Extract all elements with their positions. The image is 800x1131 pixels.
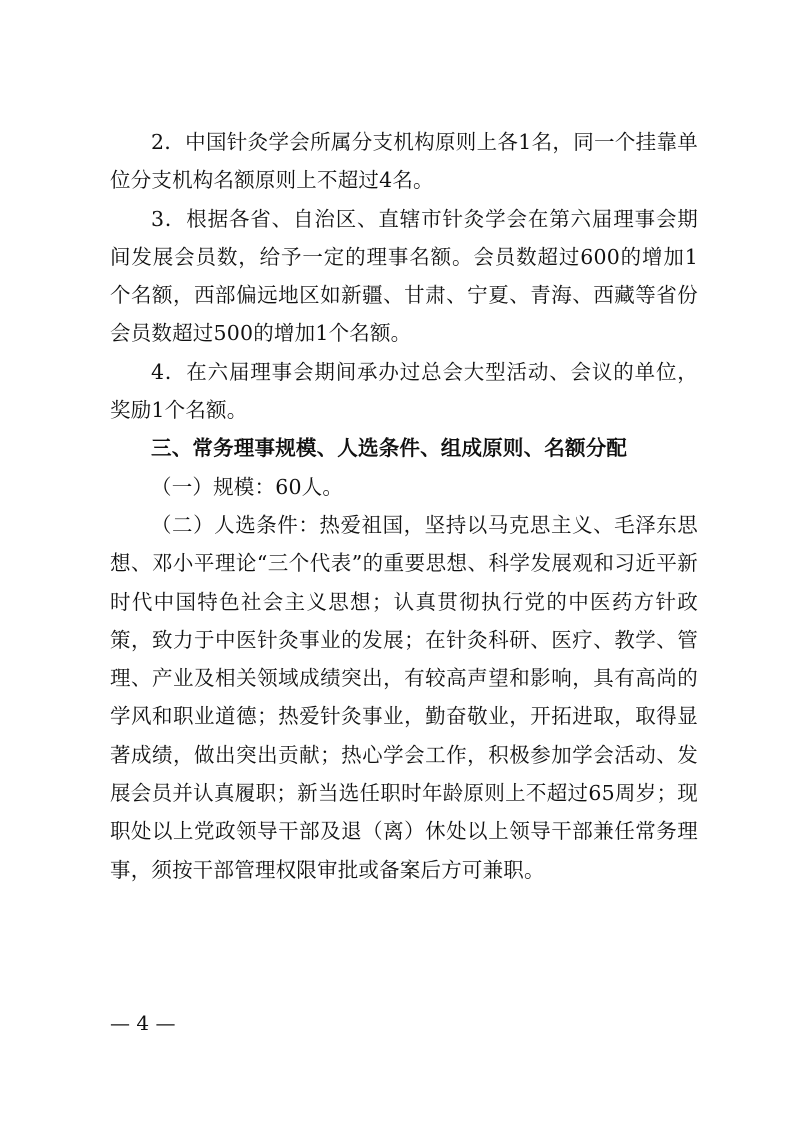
document-body xyxy=(110,123,698,889)
paragraph-scale: （一）规模：60人。 xyxy=(151,474,344,499)
paragraph-quota-branch-institutions: 2．中国针灸学会所属分支机构原则上各1名，同一个挂靠单位分支机构名额原则上不超过4名。 xyxy=(110,130,698,193)
paragraph-quota-event-hosts: 4．在六届理事会期间承办过总会大型活动、会议的单位，奖励1个名额。 xyxy=(110,359,698,423)
paragraph-quota-provincial-societies: 3．根据各省、自治区、直辖市针灸学会在第六届理事会期间发展会员数，给予一定的理事名额。会员数超过600的增加1个名额，西部偏远地区如新疆、甘肃、宁夏、青海、西藏等省份会员数超过500的增加1个名额。 xyxy=(110,206,698,346)
paragraph-candidate-criteria: （二）人选条件：热爱祖国，坚持以马克思主义、毛泽东思想、邓小平理论“三个代表”的重要思想、科学发展观和习近平新时代中国特色社会主义思想；认真贯彻执行党的中医药方针政策，致力于中医针灸事业的发展；在针灸科研、医疗、教学、管理、产业及相关领域成绩突出，有较高声望和影响，具有高尚的学风和职业道德；热爱针灸事业，勤奋敬业，开拓进取，取得显著成绩，做出突出贡献；热心学会工作，积极参加学会活动、发展会员并认真履职；新当选任职时年龄原则上不超过65周岁；现职处以上党政领导干部及退（离）休处以上领导干部兼任常务理事，须按干部管理权限审批或备案后方可兼职。 xyxy=(110,512,698,882)
section-heading-standing-council: 三、常务理事规模、人选条件、组成原则、名额分配 xyxy=(151,436,628,461)
page-number: — 4 — xyxy=(110,1011,176,1035)
